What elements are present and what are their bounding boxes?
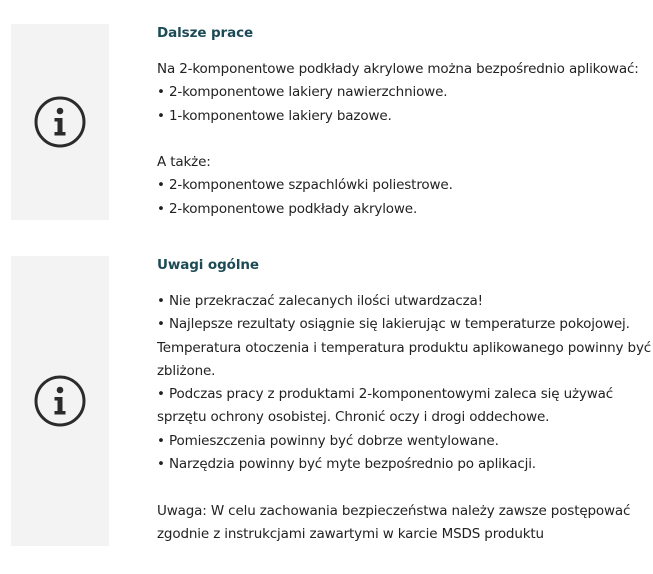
bullet-item: • Nie przekraczać zalecanych ilości utwardzacza! [157, 293, 483, 309]
note-line: Uwaga: W celu zachowania bezpieczeństwa należy zawsze postępować [157, 502, 631, 519]
section-content [157, 24, 647, 221]
body-line: Temperatura otoczenia i temperatura produktu aplikowanego powinny być [157, 339, 652, 356]
bullet-item: • Najlepsze rezultaty osiągnie się lakierując w temperaturze pokojowej. [157, 316, 630, 333]
info-icon [34, 96, 86, 148]
bullet-item: • 1-komponentowe lakiery bazowe. [157, 107, 392, 124]
blank-line [157, 128, 647, 151]
section-body [157, 58, 647, 221]
body-line: zbliżone. [157, 362, 216, 379]
section-heading: Uwagi ogólne [157, 257, 259, 273]
bullet-item: • Podczas pracy z produktami 2-komponentowymi zaleca się używać [157, 386, 614, 403]
body-line: A także: [157, 154, 211, 171]
section-body [157, 290, 652, 546]
bullet-item: • 2-komponentowe lakiery nawierzchniowe. [157, 84, 448, 101]
bullet-item: • Pomieszczenia powinny być dobrze wentylowane. [157, 432, 499, 449]
note-line: zgodnie z instrukcjami zawartymi w karcie MSDS produktu [157, 525, 544, 542]
info-icon-panel [11, 24, 109, 220]
bullet-item: • Narzędzia powinny być myte bezpośrednio po aplikacji. [157, 456, 536, 473]
bullet-item: • 2-komponentowe podkłady akrylowe. [157, 200, 418, 217]
bullet-item: • 2-komponentowe szpachlówki poliestrowe. [157, 177, 453, 194]
section-heading: Dalsze prace [157, 25, 254, 41]
blank-line [157, 476, 647, 499]
body-line: sprzętu ochrony osobistej. Chronić oczy i drogi oddechowe. [157, 409, 550, 426]
body-line: Na 2-komponentowe podkłady akrylowe można bezpośrednio aplikować: [157, 61, 639, 77]
info-icon [34, 375, 86, 427]
section-content [157, 256, 652, 546]
info-icon-panel [11, 256, 109, 546]
